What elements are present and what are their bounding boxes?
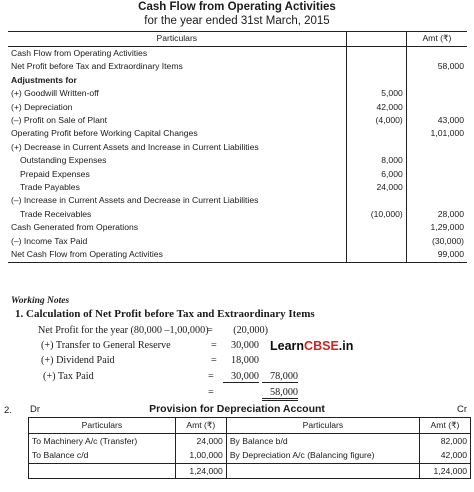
table-row — [8, 168, 467, 181]
ledger-table — [28, 417, 471, 479]
row-label: (+) Goodwill Written-off — [8, 87, 346, 100]
row-mid-value — [346, 60, 406, 73]
table-row — [8, 181, 467, 194]
note-value: 30,000 — [223, 371, 259, 383]
note-value: (20,000) — [233, 325, 268, 336]
row-mid-value — [346, 248, 406, 262]
note-equals: = — [208, 387, 214, 398]
row-amount — [406, 168, 467, 181]
table-row — [8, 74, 467, 87]
row-label: Cash Generated from Operations — [8, 221, 346, 234]
note-value: 18,000 — [230, 355, 259, 366]
credit-label: Cr — [457, 404, 468, 415]
row-mid-value — [346, 235, 406, 248]
debit-total-label — [29, 463, 176, 479]
note-total: 58,000 — [262, 387, 298, 401]
note-label: (+) Dividend Paid — [41, 355, 115, 366]
row-label: Trade Receivables — [8, 208, 346, 221]
row-label: Operating Profit before Working Capital Changes — [8, 127, 346, 140]
table-row — [8, 235, 467, 248]
note-label: (+) Transfer to General Reserve — [41, 340, 171, 351]
row-label: (–) Income Tax Paid — [8, 235, 346, 248]
row-mid-value — [346, 221, 406, 234]
row-amount — [406, 47, 467, 61]
row-mid-value: 24,000 — [376, 182, 403, 193]
row-label: (–) Profit on Sale of Plant — [8, 114, 346, 127]
table-row — [8, 114, 467, 127]
working-notes-heading: 1. Calculation of Net Profit before Tax and Extraordinary Items — [15, 308, 315, 320]
row-label: Outstanding Expenses — [8, 154, 346, 167]
row-mid-value — [346, 74, 406, 87]
row-mid-value: 6,000 — [381, 168, 403, 179]
row-amount — [406, 87, 467, 100]
row-label: Net Profit before Tax and Extraordinary Items — [8, 60, 346, 73]
ledger-header-row — [29, 418, 471, 434]
debit-amount-header: Amt (₹) — [175, 418, 226, 434]
table-row — [8, 101, 467, 114]
row-amount: 1,29,000 — [406, 221, 467, 234]
row-amount — [406, 141, 467, 154]
row-mid-value: (10,000) — [370, 208, 403, 219]
brand-part-2: CBSE — [304, 339, 339, 353]
row-amount — [406, 74, 467, 87]
debit-label: Dr — [30, 404, 41, 415]
row-label: (+) Depreciation — [8, 101, 346, 114]
ledger-total-row — [29, 463, 471, 479]
row-label: (–) Increase in Current Assets and Decrease in Current Liabilities — [8, 194, 346, 207]
row-mid-value: 8,000 — [381, 155, 403, 166]
table-row — [8, 87, 467, 100]
table-row — [8, 208, 467, 221]
mid-column-header — [346, 32, 406, 47]
note-line — [41, 340, 259, 351]
table-row — [8, 221, 467, 234]
row-label: Trade Payables — [8, 181, 346, 194]
table-row — [8, 141, 467, 154]
working-notes-title: Working Notes — [11, 296, 70, 306]
debit-particular: To Balance c/d — [29, 448, 176, 463]
row-mid-value — [346, 47, 406, 61]
row-amount: 58,000 — [406, 60, 467, 73]
row-mid-value — [346, 194, 406, 207]
table-row — [8, 47, 467, 61]
row-amount — [406, 101, 467, 114]
row-amount — [406, 181, 467, 194]
note-equals: = — [211, 355, 217, 366]
row-amount: 28,000 — [406, 208, 467, 221]
row-label: Net Cash Flow from Operating Activities — [8, 248, 346, 262]
credit-amount: 82,000 — [419, 433, 470, 448]
brand-part-1: Learn — [270, 339, 305, 353]
note-value: 30,000 — [230, 340, 259, 351]
debit-amount: 1,00,000 — [175, 448, 226, 463]
credit-particular: By Balance b/d — [226, 433, 419, 448]
table-row — [8, 248, 467, 262]
question-number: 2. — [4, 405, 12, 416]
note-label: (+) Tax Paid — [43, 371, 94, 382]
ledger-row — [29, 448, 471, 463]
brand-watermark — [270, 339, 353, 353]
row-amount: 1,01,000 — [406, 127, 467, 140]
row-label: Cash Flow from Operating Activities — [8, 47, 346, 61]
note-label: Net Profit for the year (80,000 –1,00,000) — [38, 325, 209, 336]
note-line — [38, 325, 268, 336]
statement-title: Cash Flow from Operating Activities — [138, 1, 336, 13]
note-equals: = — [208, 371, 214, 382]
cash-flow-table — [8, 31, 467, 263]
credit-particular: By Depreciation A/c (Balancing figure) — [226, 448, 419, 463]
row-label: (+) Decrease in Current Assets and Increase in Current Liabilities — [8, 141, 346, 154]
note-equals: = — [211, 340, 217, 351]
row-mid-value — [346, 127, 406, 140]
note-equals: = — [207, 325, 213, 336]
row-label: Adjustments for — [8, 74, 346, 87]
brand-part-3: .in — [338, 339, 354, 353]
row-amount — [406, 154, 467, 167]
credit-amount-header: Amt (₹) — [419, 418, 470, 434]
debit-amount: 24,000 — [175, 433, 226, 448]
amount-header: Amt (₹) — [406, 32, 467, 47]
table-header-row — [8, 32, 467, 47]
debit-particulars-header: Particulars — [29, 418, 176, 434]
credit-particulars-header: Particulars — [226, 418, 419, 434]
credit-total: 1,24,000 — [419, 463, 470, 479]
table-row — [8, 60, 467, 73]
ledger-row — [29, 433, 471, 448]
account-title: Provision for Depreciation Account — [149, 403, 325, 415]
credit-amount: 42,000 — [419, 448, 470, 463]
credit-total-label — [226, 463, 419, 479]
particulars-header: Particulars — [8, 32, 346, 47]
row-amount — [406, 194, 467, 207]
note-line — [41, 355, 259, 366]
table-row — [8, 194, 467, 207]
note-line — [43, 371, 298, 382]
row-amount: (30,000) — [406, 235, 467, 248]
row-mid-value: 5,000 — [381, 88, 403, 99]
row-label: Prepaid Expenses — [8, 168, 346, 181]
row-mid-value — [346, 141, 406, 154]
row-amount: 43,000 — [406, 114, 467, 127]
table-row — [8, 154, 467, 167]
debit-particular: To Machinery A/c (Transfer) — [29, 433, 176, 448]
note-subtotal: 78,000 — [262, 371, 298, 383]
statement-subtitle: for the year ended 31st March, 2015 — [144, 15, 330, 27]
debit-total: 1,24,000 — [175, 463, 226, 479]
table-row — [8, 127, 467, 140]
row-mid-value: 42,000 — [376, 101, 403, 112]
row-mid-value: (4,000) — [375, 115, 403, 126]
row-amount: 99,000 — [406, 248, 467, 262]
